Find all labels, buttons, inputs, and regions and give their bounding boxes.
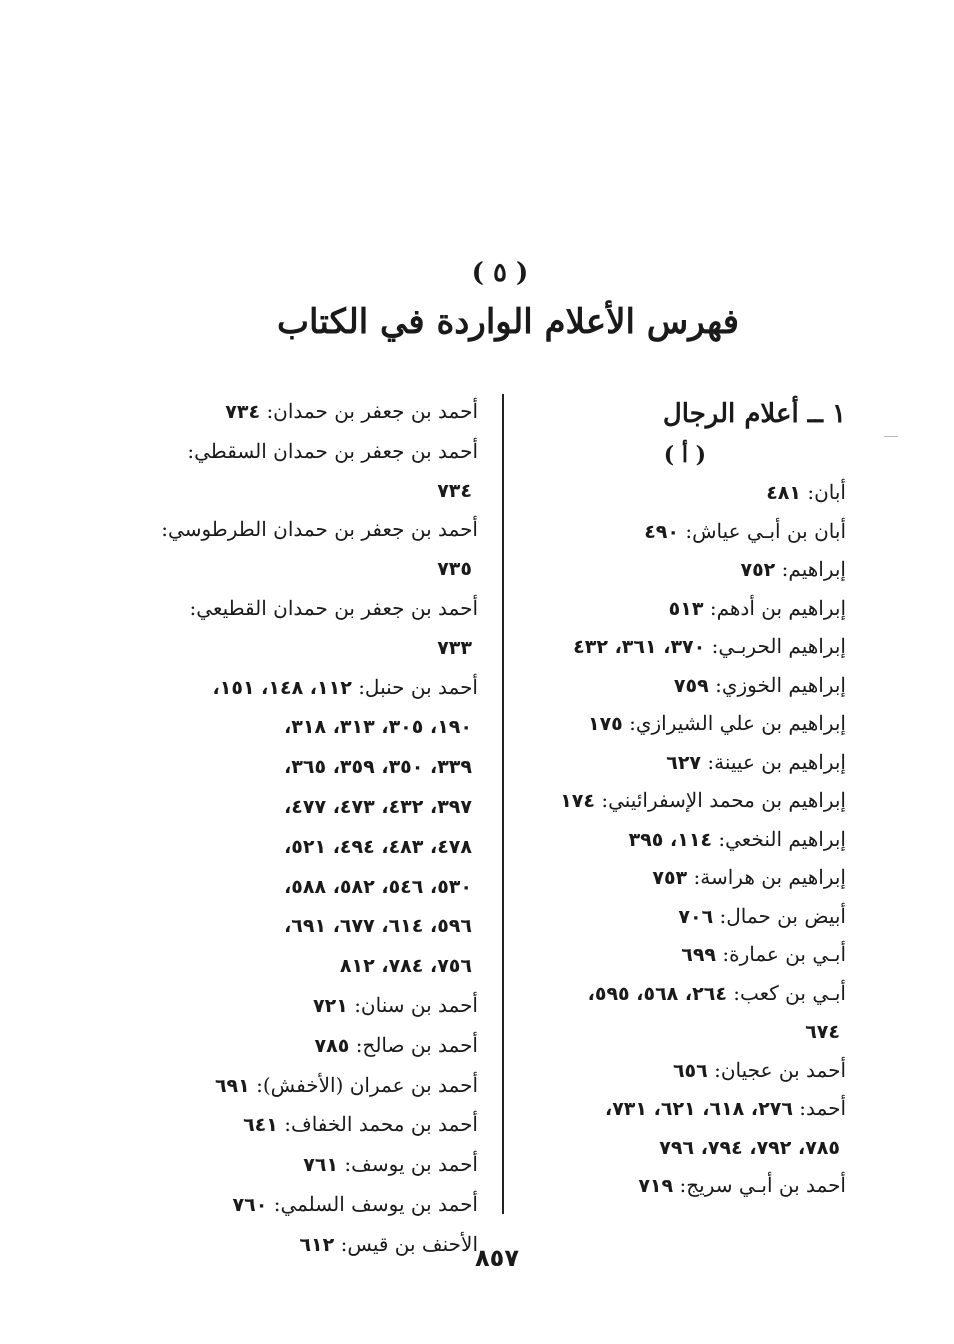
index-entry [148,549,478,589]
entry-pages: ٧٥٩ [673,674,709,697]
entry-name: إبراهيم بن هراسة: [693,865,846,889]
entry-name: أحمد بن جعفر بن حمدان الطرطوسي: [161,517,478,542]
entry-pages: ٧٦٠ [232,1193,268,1216]
entry-pages: ٥٩٦، ٦١٤، ٦٧٧، ٦٩١، [284,915,472,938]
entry-name: إبراهيم بن محمد الإسفرائيني: [601,788,846,812]
entry-list [148,392,478,1265]
entry-name: أحمد بن عجيان: [714,1057,846,1082]
index-entry [148,432,478,471]
index-entry [516,590,846,629]
entry-name: أحمد: [799,1096,846,1120]
margin-mark [884,436,898,437]
entry-name: أحمد بن جعفر بن حمدان السقطي: [187,438,478,463]
index-entry [516,1052,846,1091]
index-entry [148,747,478,787]
index-entry [516,667,846,706]
index-column-right [516,392,846,1206]
entry-pages: ٧٥٦، ٧٨٤، ٨١٢ [339,955,472,978]
index-entry [516,936,846,975]
entry-pages: ١٧٥ [587,713,623,735]
entry-name: أحمد بن عمران (الأخفش): [256,1072,478,1097]
entry-pages: ٦٩١ [214,1074,250,1097]
entry-name: أبان بن أبـي عياش: [685,518,846,543]
entry-name: إبراهيم الخوزي: [715,672,846,697]
index-entry [148,668,478,708]
index-entry [148,906,478,946]
entry-pages: ٤٧٨، ٤٨٣، ٤٩٤، ٥٢١، [284,835,472,858]
entry-pages: ٣٧٠، ٣٦١، ٤٣٢ [573,636,706,658]
index-entry [516,513,846,552]
entry-name: أحمد بن يوسف: [344,1152,478,1177]
entry-pages: ٧٣٣ [437,636,472,659]
index-entry [148,827,478,867]
entry-name: أحمد بن جعفر بن حمدان: [266,399,478,423]
entry-name: أبان: [807,480,846,504]
entry-pages: ٦٢٧ [666,751,702,774]
entry-pages: ٤٨١ [766,482,801,504]
index-entry [516,1129,846,1168]
entry-name: أحمد بن محمد الخفاف: [284,1112,478,1137]
index-entry [516,975,846,1014]
index-entry [516,628,846,667]
index-entry [148,589,478,628]
index-entry [148,1026,478,1066]
index-entry [148,1145,478,1185]
entry-name: أحمد بن أبـي سريج: [679,1173,846,1197]
index-entry [516,898,846,937]
entry-name: أبـي بن عمارة: [722,942,846,966]
index-entry [148,787,478,827]
entry-name: إبراهيم: [781,557,846,581]
index-entry [516,744,846,783]
letter-heading: ( أ ) [663,442,706,468]
entry-pages: ٧٣٥ [437,558,472,581]
entry-pages: ١٩٠، ٣٠٥، ٣١٣، ٣١٨، [284,716,472,739]
index-entry [148,392,478,432]
entry-name: إبراهيم النخعي: [718,826,846,851]
entry-pages: ٦٩٩ [681,944,717,966]
section-number: ( ٥ ) [471,258,529,288]
entry-pages: ٦٧٤ [805,1021,840,1043]
index-entry [516,1013,846,1052]
entry-name: الأحنف بن قيس: [340,1231,478,1256]
entry-pages: ٣٩٧، ٤٣٢، ٤٧٣، ٤٧٧، [284,795,472,818]
index-entry [148,1066,478,1106]
entry-pages: ٢٧٦، ٦١٨، ٦٢١، ٧٣١، [604,1098,793,1120]
index-entry [148,510,478,549]
entry-pages: ٧٣٤ [437,479,472,502]
index-entry [148,1185,478,1225]
entry-list [516,474,846,1206]
entry-name: أبـي بن كعب: [733,980,846,1005]
column-divider [502,394,504,1214]
entry-pages: ١٧٤ [560,790,595,812]
entry-pages: ٥٣٠، ٥٤٦، ٥٨٢، ٥٨٨، [284,875,472,898]
index-entry [516,551,846,590]
entry-name: أبيض بن حمال: [719,903,846,928]
entry-name: إبراهيم الحربـي: [711,634,846,658]
entry-pages: ٤٩٠ [644,520,679,543]
index-entry [148,707,478,747]
entry-name: أحمد بن جعفر بن حمدان القطيعي: [189,595,478,620]
entry-pages: ٧٨٥، ٧٩٢، ٧٩٤، ٧٩٦ [659,1136,840,1159]
entry-pages: ١١٢، ١٤٨، ١٥١، [212,676,352,699]
index-entry [516,1090,846,1129]
index-entry [516,705,846,744]
index-entry [516,782,846,821]
index-entry [516,474,846,513]
index-column-left [148,392,478,1265]
entry-name: أحمد بن يوسف السلمي: [273,1191,478,1216]
entry-name: أحمد بن صالح: [355,1032,478,1057]
index-entry [148,946,478,986]
index-entry [516,1167,846,1206]
entry-pages: ٧٦١ [303,1154,339,1177]
entry-pages: ١١٤، ٣٩٥ [628,828,713,851]
sub-heading: ١ ــ أعلام الرجال [662,399,846,429]
entry-pages: ٦١٢ [299,1233,335,1256]
entry-pages: ٢٦٤، ٥٦٨، ٥٩٥، [587,982,727,1005]
entry-pages: ٧٢١ [313,994,348,1017]
index-entry [148,986,478,1026]
index-entry [148,867,478,907]
entry-name: أحمد بن حنبل: [358,674,478,699]
entry-pages: ٦٤١ [243,1114,278,1137]
entry-name: إبراهيم بن علي الشيرازي: [629,711,846,735]
entry-pages: ٧٥٢ [740,559,776,581]
entry-name: إبراهيم بن أدهم: [709,595,846,620]
index-entry [148,628,478,668]
entry-pages: ٦٥٦ [672,1059,708,1082]
entry-name: إبراهيم بن عيينة: [707,749,846,774]
entry-name: أحمد بن سنان: [354,992,478,1017]
entry-pages: ٥١٣ [668,597,704,620]
entry-pages: ٣٣٩، ٣٥٠، ٣٥٩، ٣٦٥، [284,756,472,779]
page-number: ٨٥٧ [475,1244,519,1272]
entry-pages: ٧٥٣ [652,867,688,889]
index-entry [516,821,846,860]
index-entry [148,471,478,511]
index-entry [516,859,846,898]
entry-pages: ٧١٩ [638,1175,674,1197]
page-title: فهرس الأعلام الواردة في الكتاب [277,302,739,342]
entry-pages: ٧٠٦ [678,905,714,928]
index-entry [148,1105,478,1145]
entry-pages: ٧٨٥ [314,1034,350,1057]
entry-pages: ٧٣٤ [225,401,261,423]
